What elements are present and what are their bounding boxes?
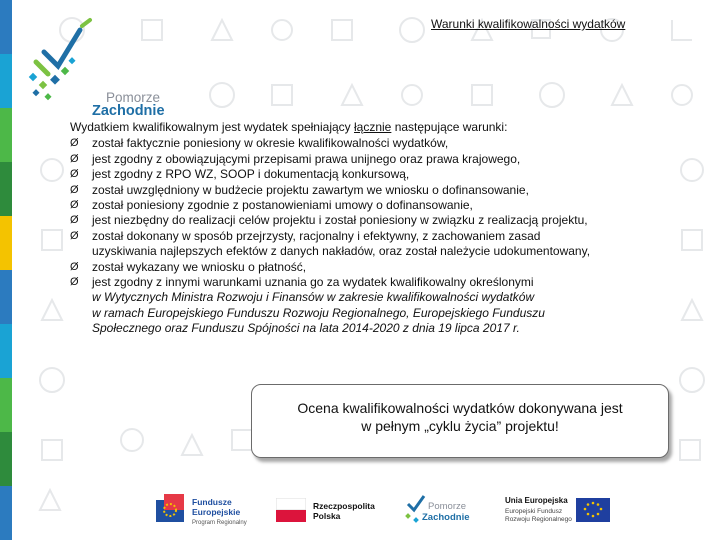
condition-line-italic: Społecznego oraz Funduszu Spójności na lata 2014-2020 z dnia 19 lipca 2017 r.	[92, 321, 520, 336]
strip-segment	[0, 378, 12, 432]
callout-line1: Ocena kwalifikowalności wydatków dokonywana jest	[297, 400, 623, 416]
condition-item	[70, 136, 710, 151]
intro-before: Wydatkiem kwalifikowalnym jest wydatek spełniający	[70, 120, 354, 134]
condition-line: jest zgodny z innymi warunkami uznania go za wydatek kwalifikowalny określonymi	[92, 275, 534, 290]
main-content	[70, 120, 710, 337]
strip-segment	[0, 0, 12, 54]
fundusze-europejskie-icon	[154, 492, 190, 528]
condition-item	[70, 229, 710, 260]
rp-line1: Rzeczpospolita	[313, 501, 375, 511]
condition-line: jest niezbędny do realizacji celów projektu i został poniesiony w związku z realizacją projektu,	[92, 213, 588, 228]
page-title: Warunki kwalifikowalności wydatków	[431, 17, 626, 31]
arrow-bullet-icon: Ø	[70, 276, 79, 289]
condition-line: został poniesiony zgodnie z postanowieniami umowy o dofinansowanie,	[92, 198, 473, 213]
logo-text-line2: Zachodnie	[92, 103, 165, 119]
pomorze-zachodnie-logo	[26, 16, 165, 119]
ue-line3: Rozwoju Regionalnego	[505, 516, 572, 523]
fe-line1: Fundusze	[192, 497, 232, 507]
callout-box	[251, 384, 669, 458]
strip-segment	[0, 432, 12, 486]
condition-item	[70, 198, 710, 213]
arrow-bullet-icon: Ø	[70, 214, 79, 227]
arrow-bullet-icon: Ø	[70, 152, 79, 165]
condition-line: uzyskiwania najlepszych efektów z danych nakładów, oraz został należycie udokumentowany,	[92, 244, 591, 259]
condition-line: został uwzględniony w budżecie projektu zawartym we wniosku o dofinansowanie,	[92, 182, 529, 197]
arrow-bullet-icon: Ø	[70, 168, 79, 181]
condition-item	[70, 183, 710, 198]
fe-line2: Europejskie	[192, 507, 241, 517]
callout-line2: w pełnym „cyklu życia” projektu!	[361, 418, 559, 434]
condition-line: jest zgodny z RPO WZ, SOOP i dokumentacją konkursową,	[92, 167, 410, 182]
eu-flag-icon	[576, 498, 610, 522]
arrow-bullet-icon: Ø	[70, 229, 79, 242]
strip-segment	[0, 324, 12, 378]
intro-paragraph	[70, 120, 710, 135]
condition-line: został wykazany we wniosku o płatność,	[92, 259, 307, 274]
arrow-bullet-icon: Ø	[70, 260, 79, 273]
strip-segment	[0, 54, 12, 108]
condition-item	[70, 167, 710, 182]
conditions-list	[70, 136, 710, 336]
condition-item	[70, 275, 710, 337]
ue-line1: Unia Europejska	[505, 496, 568, 505]
strip-segment	[0, 108, 12, 162]
strip-segment	[0, 270, 12, 324]
intro-emphasis: łącznie	[354, 120, 392, 134]
intro-after: następujące warunki:	[391, 120, 508, 134]
condition-line: jest zgodny z obowiązującymi przepisami prawa unijnego oraz prawa krajowego,	[92, 151, 521, 166]
condition-line: został dokonany w sposób przejrzysty, racjonalny i efektywny, z zachowaniem zasad	[92, 228, 541, 243]
arrow-bullet-icon: Ø	[70, 137, 79, 150]
arrow-bullet-icon: Ø	[70, 199, 79, 212]
pz-line2: Zachodnie	[422, 512, 470, 523]
condition-line: został faktycznie poniesiony w okresie kwalifikowalności wydatków,	[92, 136, 449, 151]
ue-line2: Europejski Fundusz	[505, 508, 563, 515]
fe-line3: Program Regionalny	[192, 520, 247, 526]
condition-item	[70, 260, 710, 275]
pz-line1: Pomorze	[428, 501, 467, 512]
polish-flag-icon	[276, 498, 306, 522]
footer-logos	[150, 488, 620, 534]
strip-segment	[0, 216, 12, 270]
condition-item	[70, 213, 710, 228]
logo-text-line1: Pomorze	[106, 90, 161, 105]
strip-segment	[0, 162, 12, 216]
condition-line-italic: w ramach Europejskiego Funduszu Rozwoju Regionalnego, Europejskiego Funduszu	[92, 305, 545, 320]
condition-line-italic: w Wytycznych Ministra Rozwoju i Finansów w zakresie kwalifikowalności wydatków	[92, 290, 535, 305]
arrow-bullet-icon: Ø	[70, 183, 79, 196]
strip-segment	[0, 486, 12, 540]
condition-item	[70, 152, 710, 167]
rp-line2: Polska	[313, 511, 341, 521]
